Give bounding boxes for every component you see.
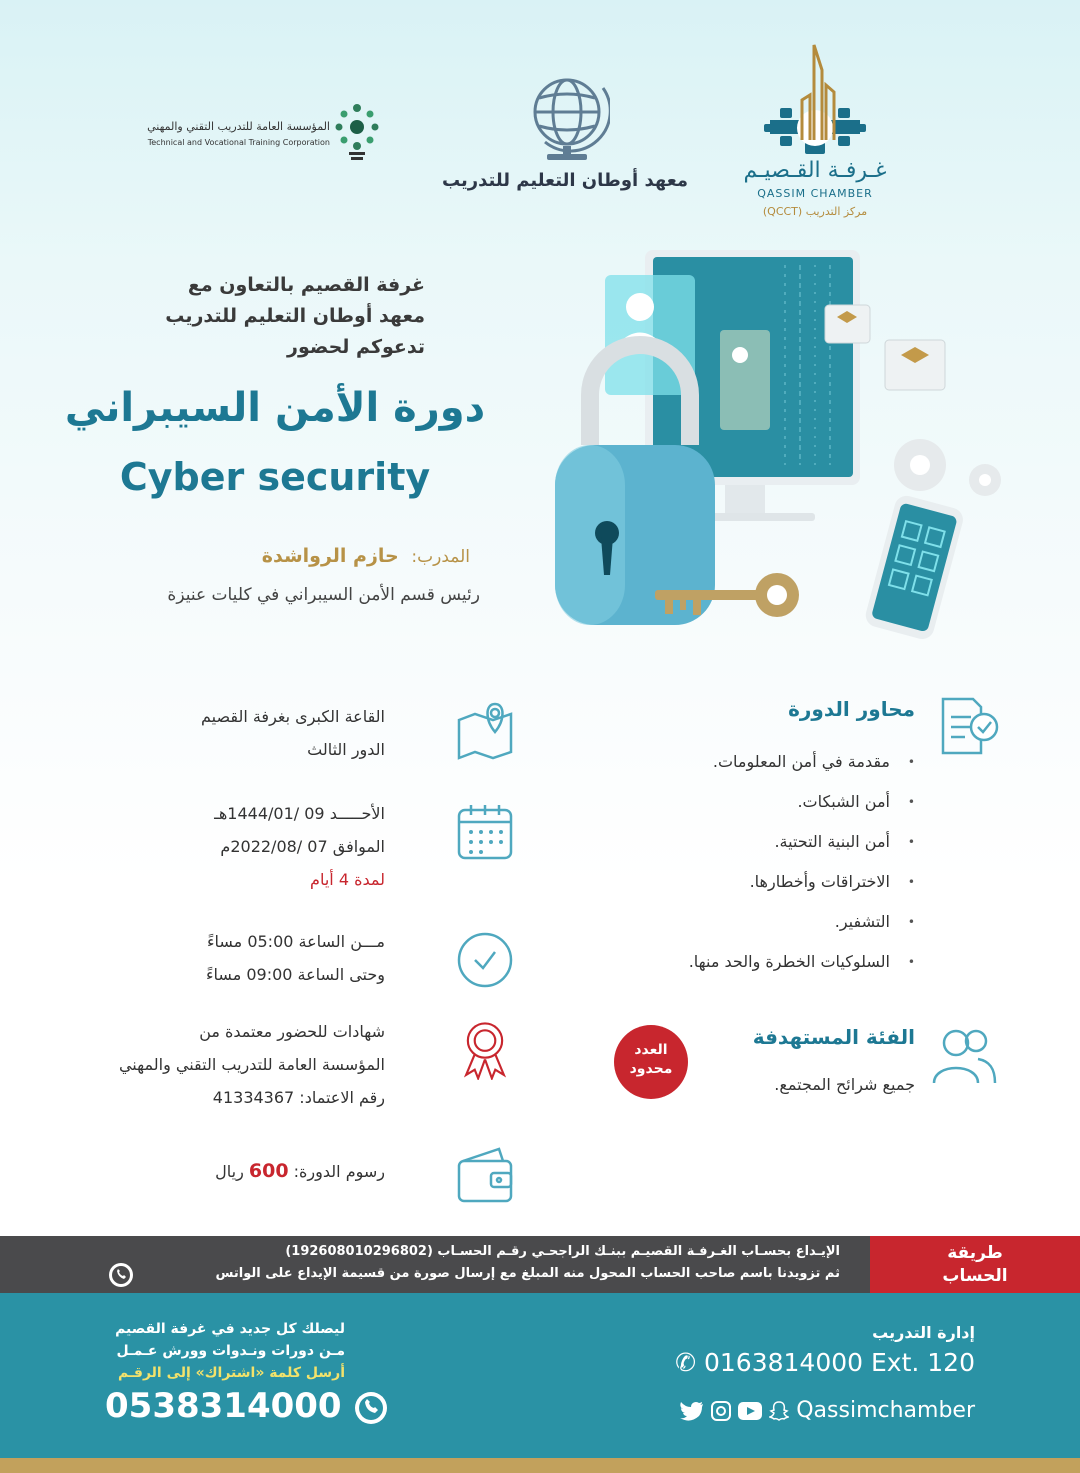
footer [0, 1293, 1080, 1458]
fee-info [35, 1150, 515, 1200]
certificate-info [35, 1015, 515, 1120]
award-ribbon-icon [455, 1020, 515, 1080]
whatsapp-icon [353, 1390, 389, 1426]
topic-item: • أمن البنية التحتية. [515, 822, 915, 862]
payment-line-2: ثم تزويدنا باسم صاحب الحساب المحول منه المبلغ مع إرسال صورة من قسيمة الإيداع على الواتس [215, 1266, 840, 1281]
location-line-1: القاعة الكبرى بغرفة القصيم [201, 707, 385, 726]
map-pin-icon [455, 700, 515, 760]
topic-item: • التشفير. [515, 902, 915, 942]
cert-line-3: رقم الاعتماد: 41334367 [212, 1088, 385, 1107]
badge-line-1: العدد [634, 1042, 668, 1058]
footer-phone-line [675, 1348, 975, 1377]
calendar-icon [455, 802, 515, 862]
duration: لمدة 4 أيام [310, 870, 385, 889]
date-hijri: الأحـــــد 09 /1444/01هـ [214, 804, 385, 823]
whatsapp-icon [108, 1262, 134, 1288]
footer-whatsapp-line [105, 1386, 389, 1426]
payment-label-2: الحساب [942, 1266, 1008, 1286]
users-group-icon [932, 1025, 997, 1085]
time-from: مـــن الساعة 05:00 مساءً [206, 932, 385, 951]
audience-title: الفئة المستهدفة [752, 1025, 915, 1049]
location-line-2: الدور الثالث [307, 740, 385, 759]
snapchat-icon[interactable] [769, 1401, 789, 1421]
wallet-icon [455, 1145, 515, 1205]
topics-title: محاور الدورة [788, 697, 915, 721]
invitation-intro [45, 270, 425, 363]
qassim-training-center: مركز التدريب (QCCT) [762, 205, 868, 218]
footer-whatsapp-number[interactable]: 0538314000 [105, 1386, 342, 1426]
date-gregorian: الموافق 07 /2022/08م [220, 837, 385, 856]
topics-list [515, 742, 915, 982]
trainer-label: المدرب: [411, 547, 470, 567]
promo-line-3: أرسل كلمة «اشتراك» إلى الرقـم [118, 1365, 345, 1381]
fee-unit: ريال [215, 1162, 244, 1181]
payment-line-1: الإيـداع بحسـاب الغـرفـة القصيـم ببنـك الراجحـي رقـم الحسـاب (192608010296802) [285, 1244, 840, 1259]
fee-value: 600 [248, 1160, 289, 1182]
footer-gold-bar [0, 1458, 1080, 1473]
tvtc-name-ar: المؤسسة العامة للتدريب التقني والمهني [147, 120, 330, 133]
time-info [35, 925, 515, 995]
globe-icon [525, 70, 610, 165]
footer-department: إدارة التدريب [872, 1323, 975, 1342]
promo-line-1: ليصلك كل جديد في غرفة القصيم [115, 1321, 345, 1337]
footer-phone[interactable]: 0163814000 Ext. 120 [703, 1348, 975, 1377]
intro-line-1: غرفة القصيم بالتعاون مع [187, 274, 425, 296]
cyber-security-illustration [545, 245, 1025, 665]
trainer [50, 545, 470, 567]
course-title-en: Cyber security [119, 455, 431, 499]
cert-line-2: المؤسسة العامة للتدريب التقني والمهني [118, 1055, 385, 1074]
promo-line-2: مـن دورات ونـدوات وورش عـمـل [116, 1343, 345, 1359]
twitter-icon[interactable] [680, 1401, 704, 1421]
payment-label-1: طريقة [947, 1243, 1003, 1263]
intro-line-2: معهد أوطان التعليم للتدريب [165, 305, 425, 327]
qassim-tower-gear-icon [750, 40, 880, 165]
audience-text: جميع شرائح المجتمع. [774, 1075, 915, 1094]
topic-item: • الاختراقات وأخطارها. [515, 862, 915, 902]
payment-method-label [870, 1236, 1080, 1293]
clock-icon [455, 930, 515, 990]
location-info [35, 700, 515, 780]
checklist-document-icon [937, 697, 999, 755]
topic-item: • أمن الشبكات. [515, 782, 915, 822]
payment-strip [0, 1236, 870, 1293]
qassim-chamber-logo [735, 40, 895, 230]
badge-line-2: محدود [629, 1061, 673, 1077]
fee-line [215, 1155, 385, 1188]
footer-handle[interactable]: Qassimchamber [796, 1398, 975, 1423]
tvtc-name-en: Technical and Vocational Training Corporation [147, 138, 330, 147]
tvtc-logo [140, 100, 385, 170]
awtan-name: معهد أوطان التعليم للتدريب [441, 170, 689, 191]
qassim-name-ar: غـرفـة القـصيـم [743, 158, 887, 183]
topic-item: • مقدمة في أمن المعلومات. [515, 742, 915, 782]
limited-seats-badge [614, 1025, 688, 1099]
topic-item: • السلوكيات الخطرة والحد منها. [515, 942, 915, 982]
tvtc-emblem-icon [332, 100, 382, 164]
time-to: وحتى الساعة 09:00 مساءً [206, 965, 385, 984]
footer-social-line [680, 1398, 975, 1423]
youtube-icon[interactable] [738, 1402, 762, 1420]
trainer-role: رئيس قسم الأمن السيبراني في كليات عنيزة [167, 585, 480, 605]
date-info [35, 797, 515, 897]
course-title-ar: دورة الأمن السيبراني [64, 385, 486, 431]
intro-line-3: تدعوكم لحضور [287, 336, 425, 358]
footer-promo [105, 1318, 345, 1384]
awtan-logo [430, 70, 700, 200]
phone-icon: ✆ [675, 1348, 697, 1377]
qassim-name-en: QASSIM CHAMBER [757, 187, 873, 200]
trainer-name: حازم الرواشدة [261, 545, 399, 567]
fee-label: رسوم الدورة: [293, 1162, 385, 1181]
instagram-icon[interactable] [711, 1401, 731, 1421]
cert-line-1: شهادات للحضور معتمدة من [199, 1022, 385, 1041]
